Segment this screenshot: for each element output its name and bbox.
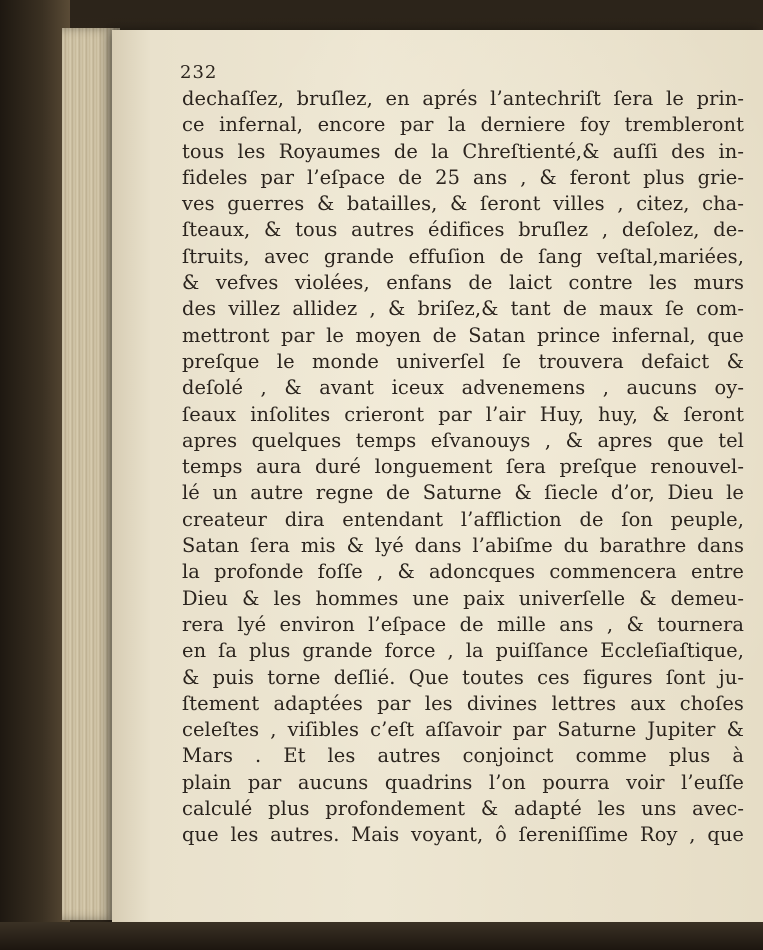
text-line: & vefves violées, enfans de laict contre les murs: [182, 271, 744, 295]
text-line: ves guerres & batailles, & ſeront villes , citez, cha-: [182, 192, 744, 216]
text-line: Mars . Et les autres conjoinct comme plus à: [182, 744, 744, 768]
page-number: 232: [180, 62, 218, 83]
book-spine-shadow: [0, 0, 70, 950]
text-line: temps aura duré longuement ſera preſque renouvel-: [182, 455, 744, 479]
text-line: des villez allidez , & briſez,& tant de maux ſe com-: [182, 297, 744, 321]
text-line: en ſa plus grande force , la puiſſance Eccleſiaſtique,: [182, 639, 744, 663]
text-line: calculé plus profondement & adapté les uns avec-: [182, 797, 744, 821]
bottom-edge-shadow: [0, 922, 763, 950]
text-line: apres quelques temps eſvanouys , & apres que tel: [182, 428, 744, 452]
text-line: fideles par l’eſpace de 25 ans , & feront plus grie-: [182, 165, 744, 189]
text-line: ſtement adaptées par les divines lettres aux choſes: [182, 691, 744, 715]
text-line: Dieu & les hommes une paix univerſelle & demeu-: [182, 586, 744, 610]
text-line: la profonde foſſe , & adoncques commencera entre: [182, 560, 744, 584]
book-page: [112, 30, 763, 924]
text-line: preſque le monde univerſel ſe trouvera defaict &: [182, 349, 744, 373]
text-line: plain par aucuns quadrins l’on pourra voir l’euſſe: [182, 770, 744, 794]
text-line: que les autres. Mais voyant, ô ſereniſſime Roy , que: [182, 823, 744, 847]
text-line: deſolé , & avant iceux advenemens , aucuns oy-: [182, 376, 744, 400]
page-text: [182, 86, 744, 849]
text-line: ſteaux, & tous autres édifices bruſlez , deſolez, de-: [182, 218, 744, 242]
text-line: dechaſſez, bruſlez, en aprés l’antechriſt ſera le prin-: [182, 87, 744, 110]
text-line: Satan ſera mis & lyé dans l’abiſme du barathre dans: [182, 534, 744, 558]
text-line: & puis torne deſlié. Que toutes ces figures ſont ju-: [182, 665, 744, 689]
text-line: ſeaux inſolites crieront par l’air Huy, huy, & ſeront: [182, 402, 744, 426]
text-line: lé un autre regne de Saturne & ſiecle d’or, Dieu le: [182, 481, 744, 505]
text-line: ſtruits, avec grande effuſion de ſang veſtal,mariées,: [182, 244, 744, 268]
text-line: rera lyé environ l’eſpace de mille ans , & tournera: [182, 612, 744, 636]
text-line: celeſtes , viſibles c’eſt aſſavoir par Saturne Jupiter &: [182, 718, 744, 742]
text-line: tous les Royaumes de la Chreſtienté,& auſſi des in-: [182, 139, 744, 163]
text-line: createur dira entendant l’affliction de ſon peuple,: [182, 507, 744, 531]
text-line: ce infernal, encore par la derniere foy trembleront: [182, 113, 744, 137]
text-line: mettront par le moyen de Satan prince infernal, que: [182, 323, 744, 347]
